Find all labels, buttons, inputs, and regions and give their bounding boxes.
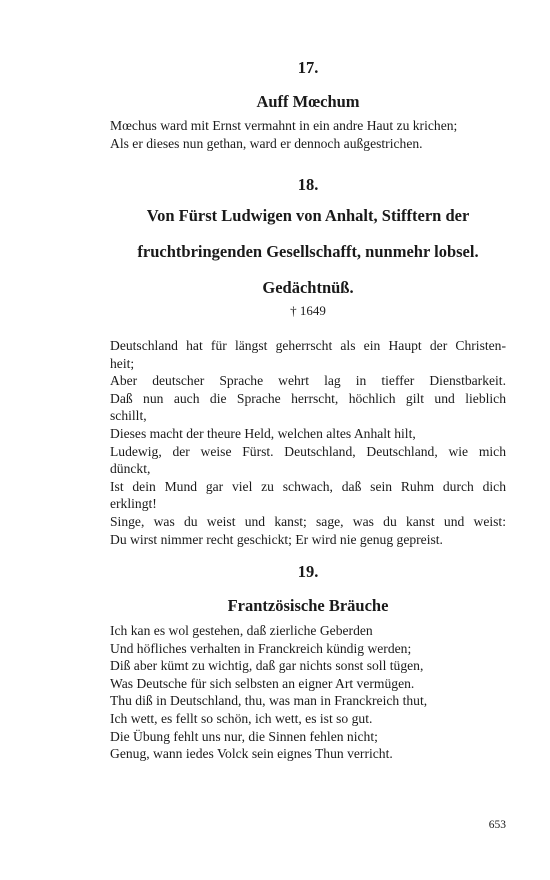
poem-line: Ich kan es wol gestehen, daß zierliche Geberden bbox=[110, 623, 373, 638]
page-number: 653 bbox=[488, 819, 506, 831]
poem-line: Ludewig, der weise Fürst. Deutschland, Deutschland, wie mich bbox=[110, 443, 506, 459]
poem-18-title-line-3: Gedächtnüß. bbox=[262, 278, 354, 297]
poem-line: Du wirst nimmer recht geschickt; Er wird nie genug gepreist. bbox=[110, 531, 443, 547]
poem-18-dates: † 1649 bbox=[290, 303, 326, 318]
poem-line: dünckt, bbox=[110, 461, 151, 477]
poem-line: heit; bbox=[110, 355, 135, 371]
poem-18-body bbox=[110, 337, 506, 548]
poem-line: Ich wett, es fellt so schön, ich wett, es ist so gut. bbox=[110, 710, 373, 726]
poem-19-body bbox=[110, 622, 506, 763]
poem-19-number: 19. bbox=[297, 562, 319, 581]
poem-18-number: 18. bbox=[297, 175, 319, 194]
poem-line: Thu diß in Deutschland, thu, was man in Franckreich thut, bbox=[110, 693, 428, 709]
poem-line: Singe, was du weist und kanst; sage, was du kanst und weist: bbox=[110, 513, 506, 529]
poem-line: schillt, bbox=[110, 408, 147, 424]
poem-19-title: Frantzösische Bräuche bbox=[227, 596, 389, 615]
poem-line: Aber deutscher Sprache wehrt lag in tieffer Dienstbarkeit. bbox=[110, 373, 506, 389]
poem-line: erklingt! bbox=[110, 496, 157, 512]
poem-line: Und höfliches verhalten in Franckreich kündig werden; bbox=[110, 640, 412, 656]
poem-line: Deutschland hat für längst geherrscht als ein Haupt der Christen- bbox=[110, 338, 506, 353]
poem-line: Dieses macht der theure Held, welchen altes Anhalt hilt, bbox=[110, 425, 416, 441]
poem-line: Daß nun auch die Sprache herrscht, höchlich gilt und lieblich bbox=[110, 390, 506, 406]
poem-17-body bbox=[110, 117, 506, 152]
poem-line: Diß aber kümt zu wichtig, daß gar nichts sonst soll tügen, bbox=[110, 658, 424, 674]
poem-line: Was Deutsche für sich selbsten an eigner Art vermügen. bbox=[110, 675, 415, 691]
poem-17-number: 17. bbox=[297, 58, 319, 77]
poem-18-title-line-1: Von Fürst Ludwigen von Anhalt, Stifftern der bbox=[146, 206, 470, 225]
poem-line: Die Übung fehlt uns nur, die Sinnen fehlen nicht; bbox=[110, 728, 378, 744]
poem-line: Ist dein Mund gar viel zu schwach, daß sein Ruhm durch dich bbox=[110, 478, 506, 494]
poem-line: Als er dieses nun gethan, ward er dennoch außgestrichen. bbox=[110, 135, 423, 151]
book-page bbox=[110, 0, 506, 880]
poem-18-title-line-2: fruchtbringenden Gesellschafft, nunmehr lobsel. bbox=[137, 242, 479, 261]
poem-line: Genug, wann iedes Volck sein eignes Thun verricht. bbox=[110, 746, 393, 762]
poem-line: Mœchus ward mit Ernst vermahnt in ein andre Haut zu krichen; bbox=[110, 118, 458, 133]
poem-17-title: Auff Mœchum bbox=[256, 92, 360, 111]
